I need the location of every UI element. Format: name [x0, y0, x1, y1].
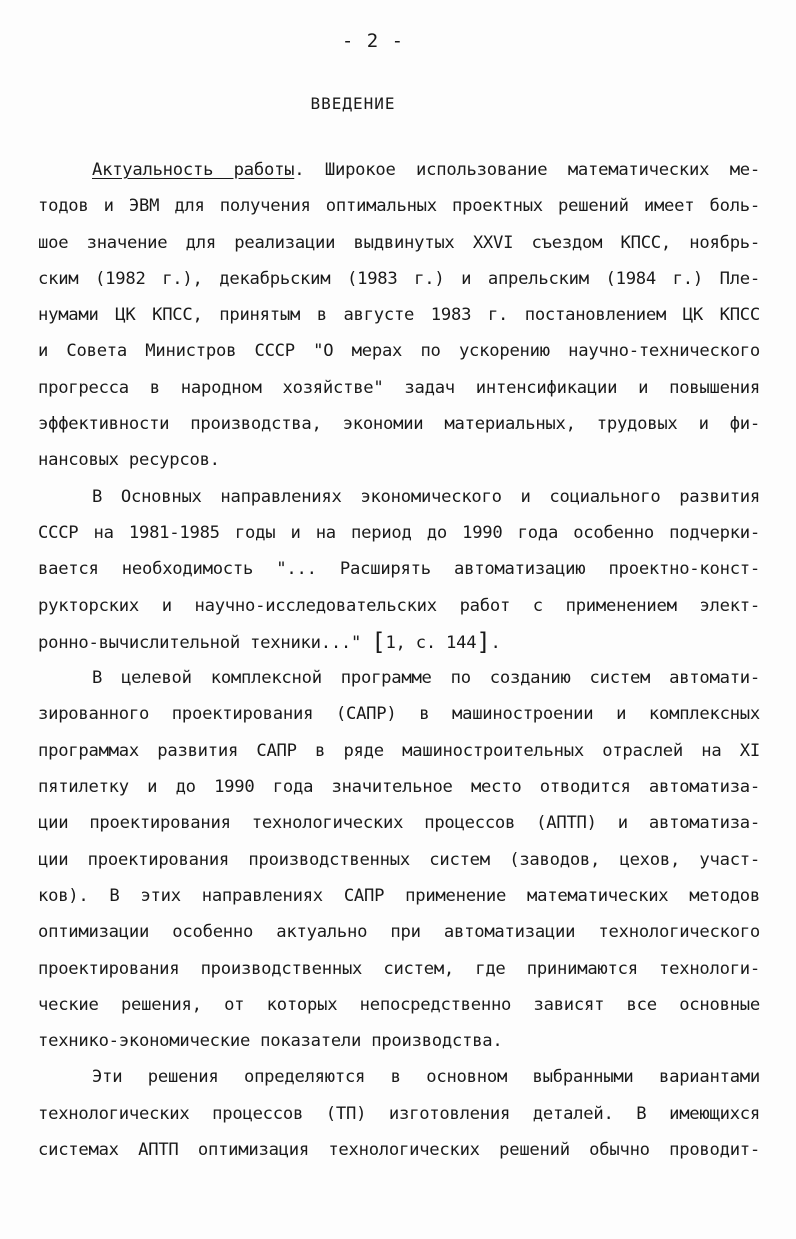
- text-line: прогресса в народном хозяйстве" задач интенсификации и повышения: [38, 377, 760, 398]
- text-line: ков). В этих направлениях САПР применение математических методов: [38, 885, 760, 906]
- paragraph-decisions: [38, 1059, 760, 1168]
- paragraph-directions: [38, 479, 760, 660]
- section-title: ВВЕДЕНИЕ: [310, 94, 396, 113]
- citation-open-bracket: [: [371, 627, 386, 656]
- body-text: [38, 152, 760, 1168]
- text-line: рукторских и научно-исследовательских работ с применением элект-: [38, 595, 760, 616]
- text-line: Актуальность работы. Широкое использование математических ме-: [92, 160, 760, 180]
- underlined-heading: Актуальность работы: [92, 160, 295, 180]
- text-line: технико-экономические показатели производства.: [38, 1031, 503, 1052]
- text-line: ронно-вычислительной техники..." [1, с. 144].: [38, 627, 501, 656]
- text-line: программах развития САПР в ряде машиностроительных отраслей на XI: [38, 740, 760, 761]
- text-line: ческие решения, от которых непосредственно зависят все основные: [38, 994, 760, 1015]
- text-line: и Совета Министров СССР "О мерах по ускорению научно-технического: [38, 341, 760, 362]
- text-line: Эти решения определяются в основном выбранными вариантами: [92, 1067, 760, 1088]
- text-line: ции проектирования технологических процессов (АПТП) и автоматиза-: [38, 813, 760, 834]
- text-line: системах АПТП оптимизация технологических решений обычно проводит-: [38, 1140, 760, 1161]
- page-number: - 2 -: [341, 30, 405, 52]
- text-line: эффективности производства, экономии материальных, трудовых и фи-: [38, 414, 760, 435]
- text-line: В Основных направлениях экономического и социального развития: [92, 486, 760, 507]
- text-line: шое значение для реализации выдвинутых XXVI съездом КПСС, ноябрь-: [38, 232, 760, 253]
- text-line: нумами ЦК КПСС, принятым в августе 1983 г. постановлением ЦК КПСС: [38, 305, 760, 326]
- text-line: технологических процессов (ТП) изготовления деталей. В имеющихся: [38, 1103, 760, 1124]
- text-line: зированного проектирования (САПР) в машиностроении и комплексных: [38, 704, 760, 725]
- paragraph-cad-program: [38, 660, 760, 1059]
- citation: 1, с. 144: [385, 632, 477, 653]
- text-line: тодов и ЭВМ для получения оптимальных проектных решений имеет боль-: [38, 196, 760, 217]
- text-line: СССР на 1981-1985 годы и на период до 1990 года особенно подчерки-: [38, 522, 760, 543]
- text-line: В целевой комплексной программе по созданию систем автомати-: [92, 668, 760, 689]
- text-line: проектирования производственных систем, где принимаются технологи-: [38, 958, 760, 979]
- text-line: пятилетку и до 1990 года значительное место отводится автоматиза-: [38, 777, 760, 798]
- citation-close-bracket: ]: [476, 627, 491, 656]
- text-line: ским (1982 г.), декабрьским (1983 г.) и апрельским (1984 г.) Пле-: [38, 268, 760, 289]
- text-line: оптимизации особенно актуально при автоматизации технологического: [38, 922, 760, 943]
- paragraph-relevance: [38, 152, 760, 479]
- text-line: вается необходимость "... Расширять автоматизацию проектно-конст-: [38, 559, 760, 580]
- text-line: ции проектирования производственных систем (заводов, цехов, участ-: [38, 849, 760, 870]
- text-line: нансовых ресурсов.: [38, 450, 220, 471]
